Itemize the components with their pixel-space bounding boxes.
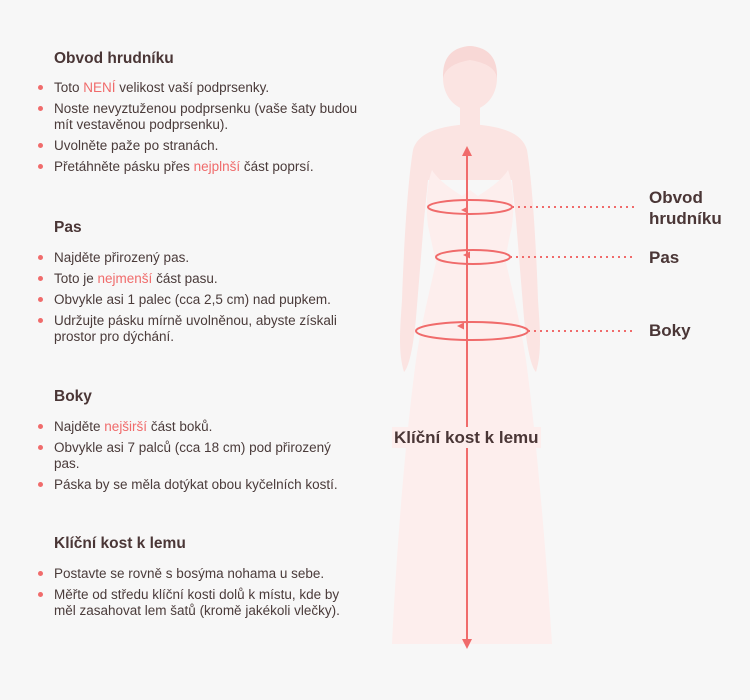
section-title-waist: Pas xyxy=(54,219,82,236)
bullet-item xyxy=(0,313,370,345)
bullet-text: Najděte přirozený pas. xyxy=(54,250,190,265)
label-bust xyxy=(649,187,722,229)
bullet-text: Obvykle asi 7 palců (cca 18 cm) pod přirozený pas. xyxy=(54,440,331,471)
bullet-text: část boků. xyxy=(147,419,213,434)
bullet-text: Uvolněte paže po stranách. xyxy=(54,138,219,153)
bullet-text: Měřte od středu klíční kosti dolů k místu, kde by měl zasahovat lem šatů (kromě jakékoli vlečky). xyxy=(54,587,340,618)
label-waist: Pas xyxy=(649,248,680,267)
highlight-text: nejširší xyxy=(104,419,148,434)
bullet-text: Noste nevyztuženou podprsenku (vaše šaty budou mít vestavěnou podprsenku). xyxy=(54,101,358,132)
bullet-item xyxy=(0,159,370,175)
bullet-item xyxy=(0,101,370,133)
bullet-list-waist xyxy=(0,250,370,350)
bullet-item xyxy=(0,250,370,266)
bullet-item xyxy=(0,440,370,472)
bullet-text: část pasu. xyxy=(152,271,218,286)
bullet-list-hips xyxy=(0,419,370,498)
bullet-item xyxy=(0,566,370,582)
highlight-text: nejmenší xyxy=(97,271,153,286)
bullet-item xyxy=(0,419,370,435)
bullet-list-hollow-to-hem xyxy=(0,566,370,624)
bullet-text: Najděte xyxy=(54,419,105,434)
bullet-list-bust xyxy=(0,80,370,180)
bullet-item xyxy=(0,477,370,493)
bullet-item xyxy=(0,587,370,619)
bullet-item xyxy=(0,138,370,154)
label-bust-line2: hrudníku xyxy=(649,209,722,228)
section-title-bust: Obvod hrudníku xyxy=(54,50,174,67)
label-hollow-to-hem: Klíční kost k lemu xyxy=(394,428,539,447)
label-bust-line1: Obvod xyxy=(649,188,703,207)
section-title-hips: Boky xyxy=(54,388,92,405)
highlight-text: NENÍ xyxy=(83,80,116,95)
bullet-item xyxy=(0,292,370,308)
bullet-item xyxy=(0,80,370,96)
bullet-text: Páska by se měla dotýkat obou kyčelních kostí. xyxy=(54,477,338,492)
bullet-text: Udržujte pásku mírně uvolněnou, abyste získali prostor pro dýchání. xyxy=(54,313,337,344)
bullet-item xyxy=(0,271,370,287)
bullet-text: Toto xyxy=(54,80,84,95)
measurement-figure xyxy=(380,40,750,660)
bullet-text: velikost vaší podprsenky. xyxy=(115,80,270,95)
bullet-text: Přetáhněte pásku přes xyxy=(54,159,194,174)
bullet-text: Obvykle asi 1 palec (cca 2,5 cm) nad pupkem. xyxy=(54,292,331,307)
body-silhouette xyxy=(380,40,750,660)
highlight-text: nejplnší xyxy=(193,159,241,174)
bullet-text: Postavte se rovně s bosýma nohama u sebe. xyxy=(54,566,325,581)
label-hips: Boky xyxy=(649,321,691,340)
bullet-text: část poprsí. xyxy=(240,159,314,174)
bullet-text: Toto je xyxy=(54,271,98,286)
section-title-hollow-to-hem: Klíční kost k lemu xyxy=(54,535,186,552)
